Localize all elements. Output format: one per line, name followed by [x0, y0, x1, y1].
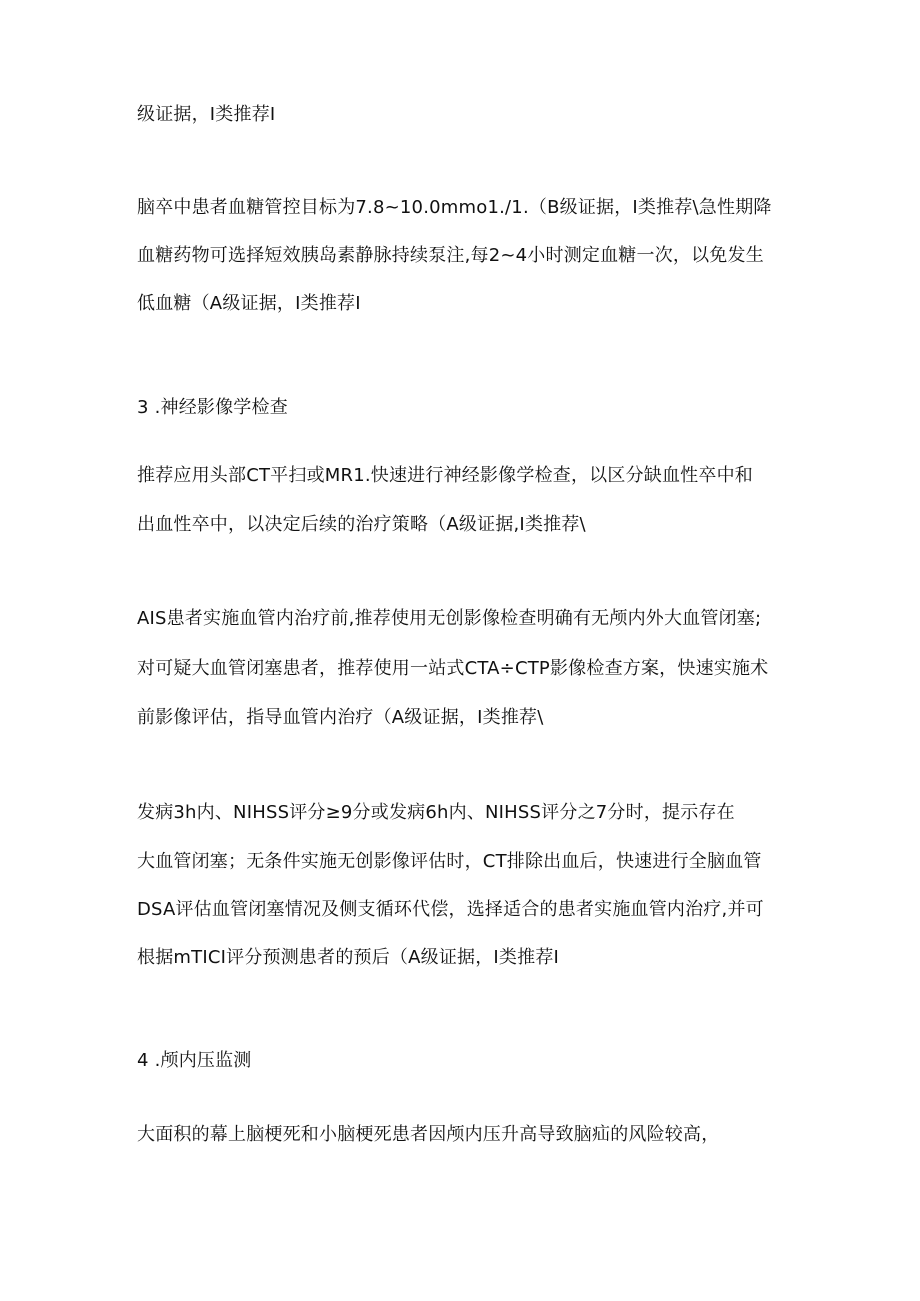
paragraph-line: AIS患者实施血管内治疗前,推荐使用无创影像检查明确有无颅内外大血管闭塞; — [137, 608, 762, 629]
paragraph-line: 级证据，I类推荐I — [137, 104, 276, 125]
paragraph-line: 脑卒中患者血糖管控目标为7.8~10.0mmo1./1.（B级证据，I类推荐\急性期降 — [137, 197, 772, 218]
paragraph-line: 根据mTICI评分预测患者的预后（A级证据，I类推荐I — [137, 947, 560, 968]
section-heading-4: 4 .颅内压监测 — [137, 1050, 252, 1071]
paragraph-line: 前影像评估，指导血管内治疗（A级证据，I类推荐\ — [137, 707, 544, 728]
paragraph-line: 大面积的幕上脑梗死和小脑梗死患者因颅内压升高导致脑疝的风险较高， — [137, 1124, 720, 1145]
paragraph-line: 出血性卒中，以决定后续的治疗策略（A级证据,I类推荐\ — [137, 514, 586, 535]
paragraph-line: 发病3h内、NIHSS评分≥9分或发病6h内、NIHSS评分之7分时，提示存在 — [137, 802, 735, 823]
paragraph-line: DSA评估血管闭塞情况及侧支循环代偿，选择适合的患者实施血管内治疗,并可 — [137, 899, 764, 920]
paragraph-line: 推荐应用头部CT平扫或MR1.快速进行神经影像学检查，以区分缺血性卒中和 — [137, 465, 753, 486]
paragraph-line: 对可疑大血管闭塞患者，推荐使用一站式CTA÷CTP影像检查方案，快速实施术 — [137, 658, 769, 679]
section-heading-3: 3 .神经影像学检查 — [137, 397, 288, 418]
paragraph-line: 大血管闭塞；无条件实施无创影像评估时，CT排除出血后，快速进行全脑血管 — [137, 851, 762, 872]
paragraph-line: 低血糖（A级证据，I类推荐I — [137, 293, 361, 314]
paragraph-line: 血糖药物可选择短效胰岛素静脉持续泵注,每2~4小时测定血糖一次，以免发生 — [137, 245, 764, 266]
